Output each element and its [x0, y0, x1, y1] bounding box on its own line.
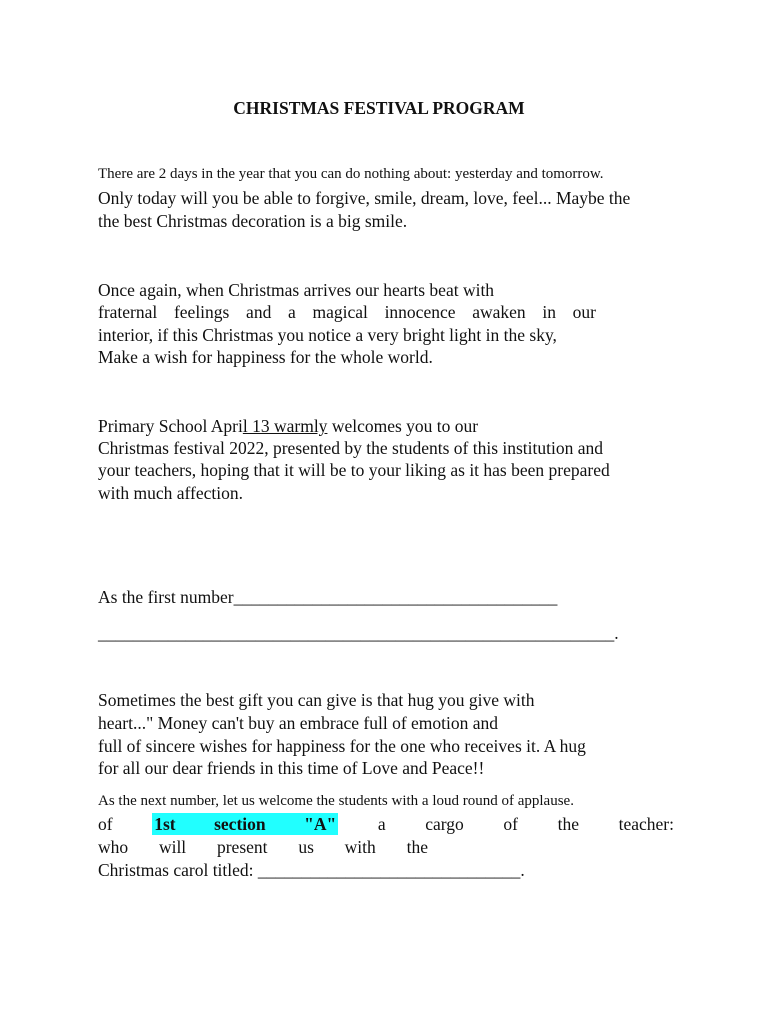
p2-line2-word: a: [288, 302, 296, 322]
p5-line4: for all our dear friends in this time of Love and Peace!!: [98, 758, 485, 778]
p2-line2-word: innocence: [384, 302, 456, 322]
p6-line2: [98, 813, 674, 835]
p6-line2-word: of: [503, 814, 518, 834]
p6-line3-word: with: [344, 837, 376, 857]
p4-line2: ___________________________________________________________.: [98, 623, 619, 643]
p4-line1: As the first number_____________________________________: [98, 587, 558, 607]
p2-line2-word: feelings: [173, 302, 230, 322]
p2-line2-word: awaken: [472, 302, 526, 322]
p2-line2-word: our: [572, 302, 596, 322]
highlight-word: section: [214, 814, 266, 834]
p1-line3: the best Christmas decoration is a big smile.: [98, 211, 408, 231]
p6-line2-word: teacher:: [618, 814, 674, 834]
p1-line1: There are 2 days in the year that you can do nothing about: yesterday and tomorrow.: [98, 166, 604, 182]
p6-line3-word: present: [216, 837, 268, 857]
p3-line1: [98, 415, 478, 437]
p3-line1-pre: Primary School Apri: [98, 416, 243, 436]
p2-line4: Make a wish for happiness for the whole world.: [98, 347, 433, 367]
p3-line2: Christmas festival 2022, presented by the students of this institution and: [98, 438, 604, 458]
highlight-word: 1st: [154, 814, 176, 834]
p6-line3-word: the: [406, 837, 428, 857]
p6-line3: [98, 836, 428, 858]
p6-line2-word: the: [557, 814, 579, 834]
p6-line2-word: of: [98, 814, 113, 834]
p3-line4: with much affection.: [98, 483, 243, 503]
p5-line1: Sometimes the best gift you can give is that hug you give with: [98, 690, 535, 710]
highlight-word: "A": [304, 814, 337, 834]
p6-line3-word: us: [298, 837, 314, 857]
highlighted-section-name: [152, 813, 338, 835]
p6-line3-word: will: [158, 837, 187, 857]
p1-line2: Only today will you be able to forgive, smile, dream, love, feel... Maybe the: [98, 188, 631, 208]
p2-line3: interior, if this Christmas you notice a very bright light in the sky,: [98, 325, 557, 345]
p2-line2-word: and: [246, 302, 272, 322]
p6-line4: Christmas carol titled: ______________________________.: [98, 860, 525, 880]
p3-line3: your teachers, hoping that it will be to your liking as it has been prepared: [98, 460, 610, 480]
p2-line2-word: in: [542, 302, 556, 322]
p5-line3: full of sincere wishes for happiness for the one who receives it. A hug: [98, 736, 586, 756]
p2-line2: [98, 301, 596, 323]
p2-line2-word: magical: [312, 302, 368, 322]
p6-line2-word: a: [377, 814, 386, 834]
document-title: CHRISTMAS FESTIVAL PROGRAM: [233, 98, 525, 118]
p2-line1: Once again, when Christmas arrives our hearts beat with: [98, 280, 495, 300]
p5-line2: heart..." Money can't buy an embrace full of emotion and: [98, 713, 499, 733]
p6-line3-word: who: [98, 837, 129, 857]
p3-line1-post: welcomes you to our: [327, 416, 479, 436]
p6-line2-word: cargo: [425, 814, 464, 834]
p2-line2-word: fraternal: [98, 302, 158, 322]
p3-line1-underlined: l 13 warmly: [242, 416, 328, 436]
p6-line1: As the next number, let us welcome the students with a loud round of applause.: [98, 793, 574, 809]
